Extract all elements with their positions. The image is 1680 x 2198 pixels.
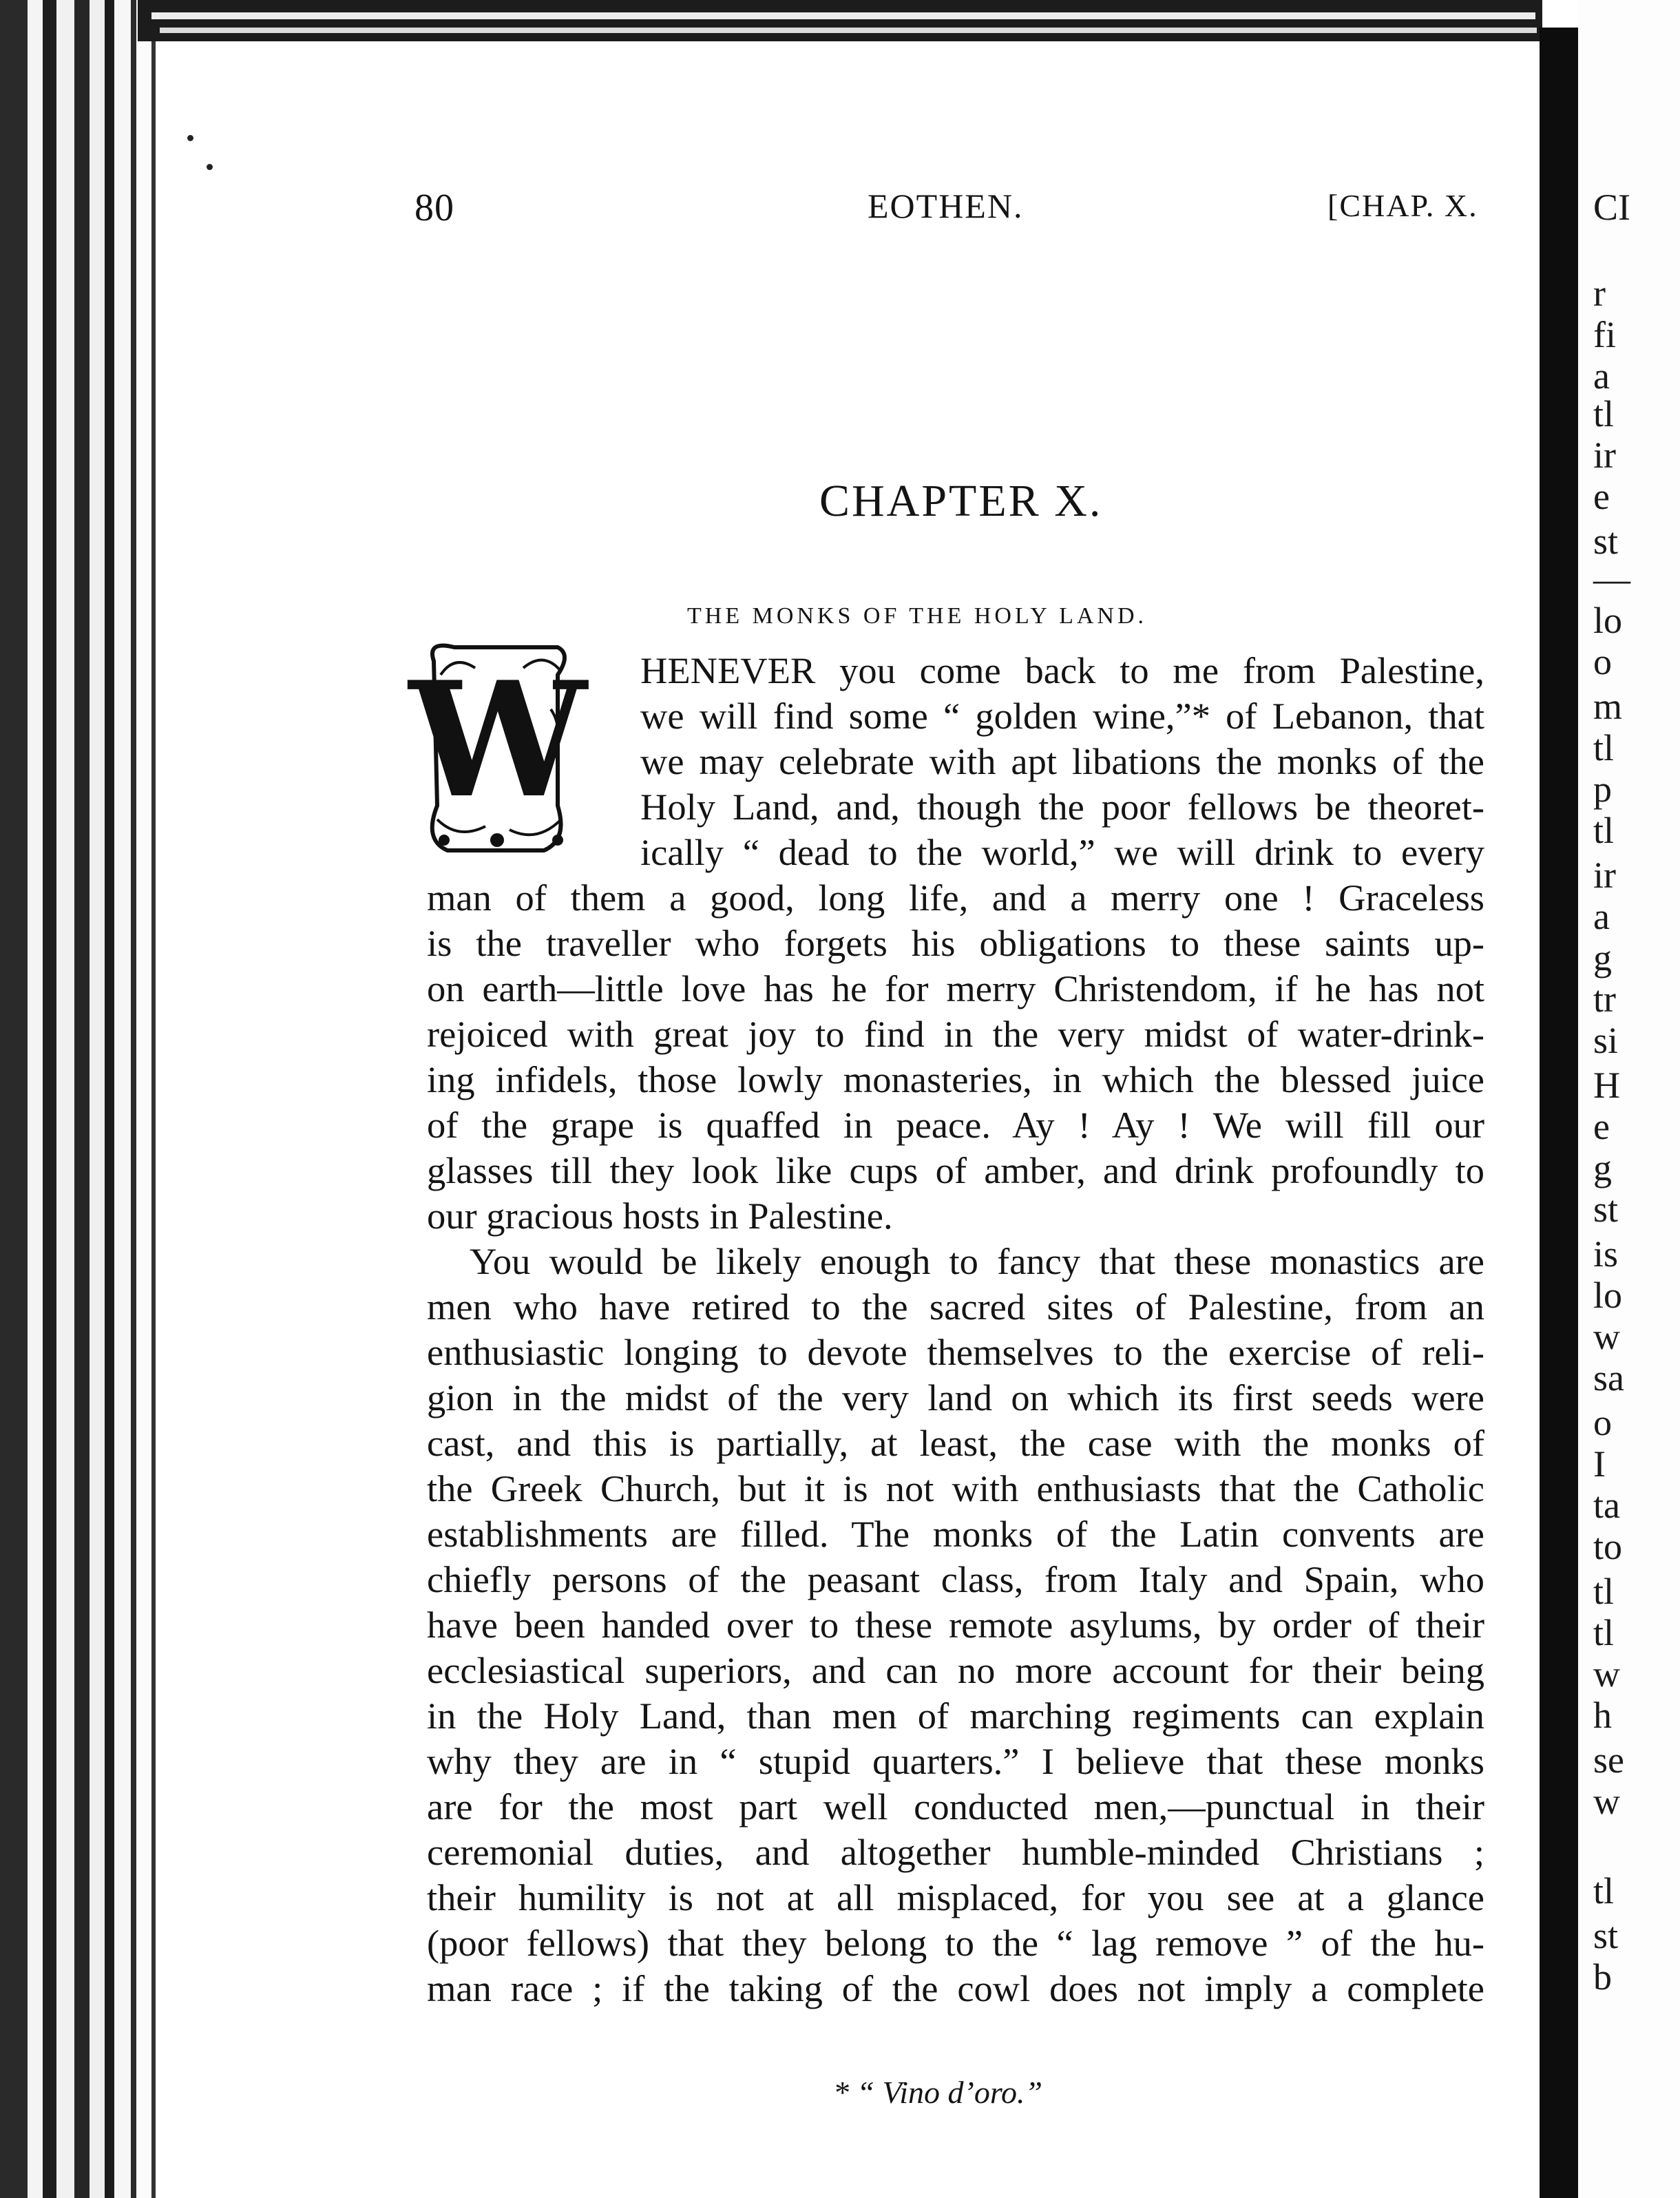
facing-page-fragment: e	[1593, 476, 1610, 517]
facing-page-fragment: g	[1593, 937, 1612, 978]
text-line: are for the most part well conducted men,—punctual in their	[427, 1786, 1484, 1828]
text-line: why they are in “ stupid quarters.” I believe that these monks	[427, 1740, 1484, 1782]
text-line: cast, and this is partially, at least, the case with the monks of	[427, 1422, 1484, 1464]
facing-page-fragment: o	[1593, 641, 1612, 682]
facing-page-fragment: si	[1593, 1020, 1619, 1061]
text-line: men who have retired to the sacred sites of Palestine, from an	[427, 1286, 1484, 1328]
running-chapter: [CHAP. X.	[1327, 188, 1478, 223]
facing-page-fragment: a	[1593, 896, 1610, 937]
page-stack-edge	[74, 0, 90, 2198]
facing-page-fragment: h	[1593, 1695, 1612, 1736]
text-line: we will find some “ golden wine,”* of Lebanon, that	[640, 695, 1484, 737]
footnote: * “ Vino d’oro.”	[833, 2075, 1043, 2110]
book-gutter	[1540, 28, 1578, 2198]
text-line: have been handed over to these remote asylums, by order of their	[427, 1604, 1484, 1646]
speck	[207, 164, 213, 170]
text-line: our gracious hosts in Palestine.	[427, 1195, 893, 1237]
text-line: we may celebrate with apt libations the monks of the	[640, 740, 1484, 782]
facing-page-fragment: w	[1593, 1781, 1620, 1822]
page-stack-edge	[136, 0, 151, 2198]
text-line: man of them a good, long life, and a merry one ! Graceless	[427, 877, 1484, 919]
facing-page-fragment: p	[1593, 768, 1612, 810]
chapter-subtitle: THE MONKS OF THE HOLY LAND.	[687, 603, 1148, 629]
page-stack-edge	[90, 0, 105, 2198]
text-line: of the grape is quaffed in peace. Ay ! Ay ! We will fill our	[427, 1104, 1484, 1146]
page-stack-edge	[43, 0, 56, 2198]
top-page-edge	[151, 12, 1535, 19]
facing-page-fragment: tl	[1593, 727, 1615, 768]
top-page-edge	[160, 28, 1537, 33]
facing-page-fragment: st	[1593, 521, 1619, 562]
top-page-edge	[138, 0, 1542, 41]
facing-page-fragment: b	[1593, 1956, 1612, 1998]
text-line: is the traveller who forgets his obligations to these saints up-	[427, 922, 1484, 964]
text-line: (poor fellows) that they belong to the “ lag remove ” of the hu-	[427, 1922, 1484, 1964]
facing-page-fragment: se	[1593, 1739, 1624, 1781]
facing-page-fragment: CI	[1593, 187, 1630, 228]
page-stack-edge	[105, 0, 114, 2198]
text-line: gion in the midst of the very land on which its first seeds were	[427, 1377, 1484, 1419]
text-line: the Greek Church, but it is not with enthusiasts that the Catholic	[427, 1467, 1484, 1509]
facing-page-fragment: st	[1593, 1189, 1619, 1230]
page-stack-edge	[151, 0, 156, 2198]
text-line: enthusiastic longing to devote themselves to the exercise of reli-	[427, 1331, 1484, 1373]
ornamental-drop-cap	[408, 634, 587, 864]
text-line: rejoiced with great joy to find in the very midst of water-drink-	[427, 1013, 1484, 1055]
facing-page-fragment: lo	[1593, 1275, 1623, 1316]
facing-page-fragment: —	[1593, 558, 1630, 600]
text-line: chiefly persons of the peasant class, from Italy and Spain, who	[427, 1558, 1484, 1600]
page-number: 80	[414, 187, 454, 229]
facing-page	[1578, 0, 1680, 2198]
facing-page-fragment: r	[1593, 273, 1606, 314]
page-stack-edge	[0, 0, 28, 2198]
facing-page-fragment: st	[1593, 1915, 1619, 1956]
page-stack-edge	[114, 0, 131, 2198]
text-line: ing infidels, those lowly monasteries, in which the blessed juice	[427, 1058, 1484, 1100]
facing-page-fragment: o	[1593, 1402, 1612, 1443]
text-line: establishments are filled. The monks of the Latin convents are	[427, 1513, 1484, 1555]
text-line: glasses till they look like cups of amber, and drink profoundly to	[427, 1149, 1484, 1191]
facing-page-fragment: lo	[1593, 600, 1623, 641]
facing-page-fragment: tl	[1593, 1571, 1615, 1612]
text-line: You would be likely enough to fancy that these monastics are	[470, 1240, 1484, 1282]
speck	[187, 135, 193, 141]
facing-page-fragment: fi	[1593, 314, 1616, 355]
chapter-title: CHAPTER X.	[819, 476, 1103, 526]
text-line: their humility is not at all misplaced, for you see at a glance	[427, 1876, 1484, 1918]
facing-page-fragment: tr	[1593, 978, 1616, 1020]
facing-page-fragment: w	[1593, 1316, 1620, 1357]
facing-page-fragment: ta	[1593, 1485, 1620, 1526]
page-stack-edge	[131, 0, 136, 2198]
text-line: man race ; if the taking of the cowl does not imply a complete	[427, 1967, 1484, 2009]
facing-page-fragment: is	[1593, 1233, 1619, 1275]
text-line: in the Holy Land, than men of marching regiments can explain	[427, 1695, 1484, 1737]
facing-page-fragment: tl	[1593, 1870, 1615, 1912]
facing-page-fragment: e	[1593, 1106, 1610, 1147]
running-title: EOTHEN.	[868, 187, 1024, 225]
facing-page-fragment: H	[1593, 1065, 1620, 1106]
text-line: ically “ dead to the world,” we will drink to every	[640, 831, 1484, 873]
facing-page-fragment: sa	[1593, 1357, 1624, 1399]
text-line: ceremonial duties, and altogether humble-minded Christians ;	[427, 1831, 1484, 1873]
facing-page-fragment: m	[1593, 686, 1623, 727]
facing-page-fragment: tl	[1593, 393, 1615, 435]
text-line: Holy Land, and, though the poor fellows be theoret-	[640, 786, 1484, 828]
text-line: on earth—little love has he for merry Christendom, if he has not	[427, 967, 1484, 1009]
facing-page-fragment: tl	[1593, 810, 1615, 851]
drop-cap-letter: W	[408, 647, 587, 833]
facing-page-fragment: w	[1593, 1653, 1620, 1695]
facing-page-fragment: ir	[1593, 435, 1616, 476]
facing-page-fragment: a	[1593, 355, 1610, 397]
page-stack-edge	[56, 0, 74, 2198]
text-line: HENEVER you come back to me from Palestine,	[640, 649, 1484, 691]
facing-page-fragment: to	[1593, 1526, 1623, 1567]
facing-page-fragment: g	[1593, 1147, 1612, 1189]
facing-page-fragment: ir	[1593, 855, 1616, 896]
facing-page-fragment: I	[1593, 1443, 1606, 1485]
page-stack-edge	[28, 0, 43, 2198]
facing-page-fragment: tl	[1593, 1612, 1615, 1653]
text-line: ecclesiastical superiors, and can no more account for their being	[427, 1649, 1484, 1691]
